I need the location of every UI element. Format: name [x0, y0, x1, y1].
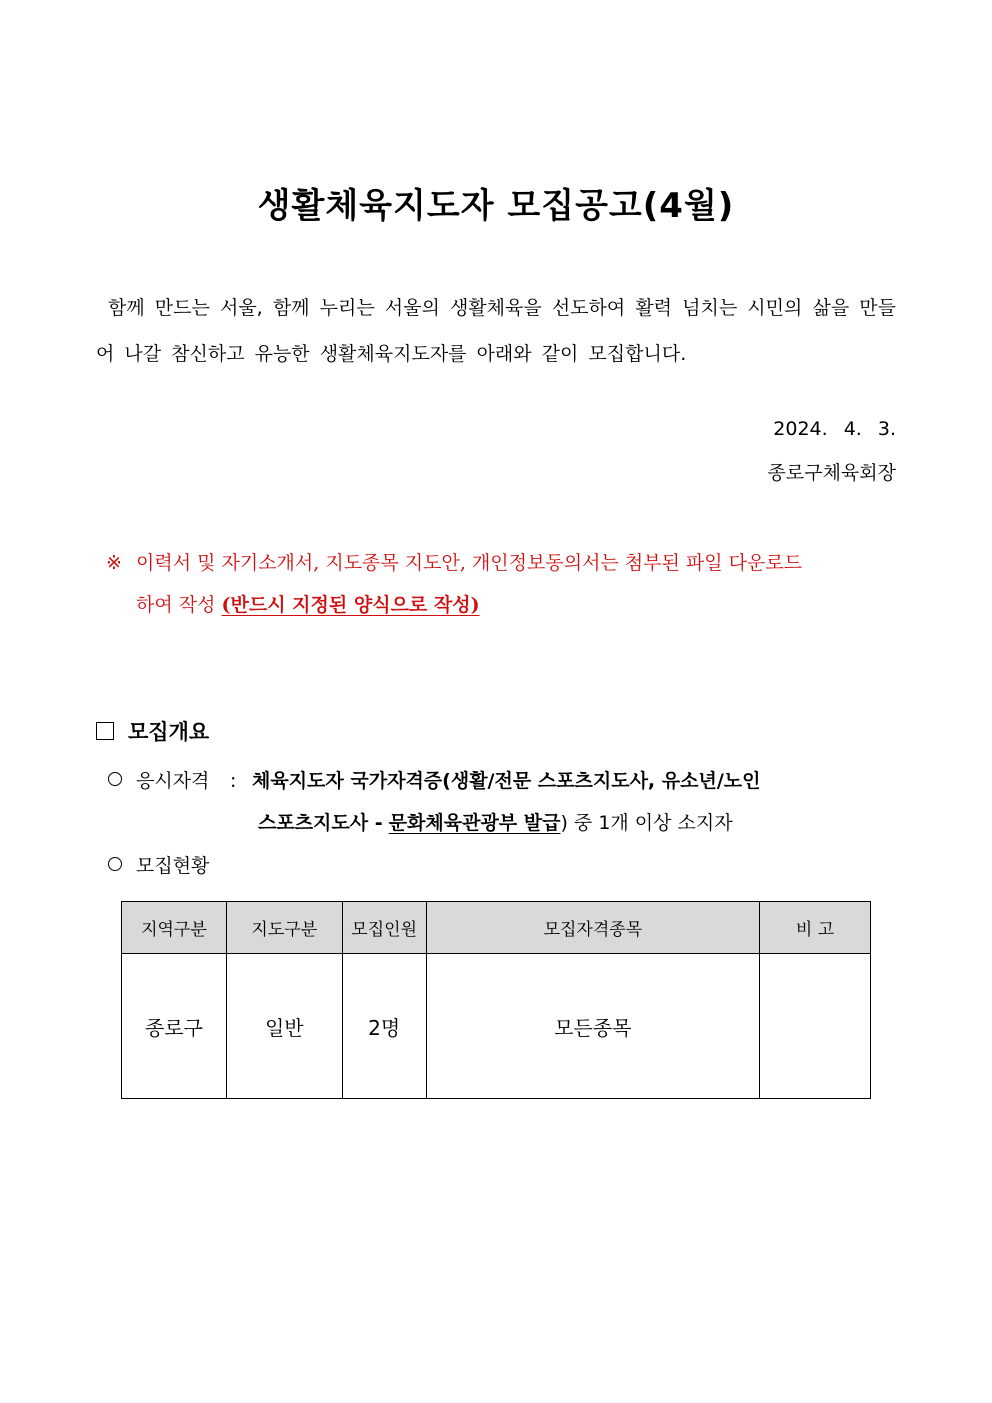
cell-remarks	[760, 954, 871, 1099]
header-region: 지역구분	[122, 902, 227, 954]
qualification-text: 체육지도자 국가자격증(생활/전문 스포츠지도사, 유소년/노인	[252, 770, 761, 792]
qualification-block	[108, 760, 908, 844]
status-label: 모집현황	[136, 855, 210, 877]
qualification-line-2	[108, 802, 908, 844]
recruitment-table	[121, 901, 871, 1099]
circle-bullet-icon	[108, 772, 122, 786]
issuing-authority: 문화체육관광부 발급	[388, 812, 561, 834]
table-header-row	[122, 902, 871, 954]
notice-text-1: 이력서 및 자기소개서, 지도종목 지도안, 개인정보동의서는 첨부된 파일 다운로드	[136, 552, 803, 574]
intro-line-1: 함께 만드는 서울, 함께 누리는 서울의 생활체육을 선도하여 활력 넘치는 시민의	[108, 297, 803, 319]
reference-mark-icon: ※	[106, 552, 122, 574]
qualification-line-1	[108, 760, 908, 802]
notice-line-2	[106, 584, 896, 626]
section-heading	[96, 716, 209, 746]
notice-block	[106, 542, 896, 626]
intro-paragraph	[96, 285, 896, 377]
cell-headcount: 2명	[342, 954, 426, 1099]
organization-name: 종로구체육회장	[767, 462, 896, 484]
announcement-date: 2024. 4. 3.	[773, 418, 896, 440]
intro-line-2: 삶을 만들어 나갈 참신하고 유능한 생활체육지도자를 아래와 같이 모집합니다.	[96, 297, 897, 365]
header-headcount: 모집인원	[342, 902, 426, 954]
status-heading	[108, 845, 209, 887]
header-sport: 모집자격종목	[426, 902, 760, 954]
header-guidance-type: 지도구분	[226, 902, 342, 954]
square-bullet-icon	[96, 722, 114, 740]
notice-emphasis: (반드시 지정된 양식으로 작성)	[221, 594, 480, 616]
circle-bullet-icon	[108, 857, 122, 871]
qualification-label: 응시자격	[136, 770, 210, 792]
qualification-text-3: ) 중 1개 이상 소지자	[560, 812, 733, 834]
qualification-text-2: 스포츠지도사 -	[258, 812, 383, 834]
cell-sport: 모든종목	[426, 954, 760, 1099]
notice-text-2: 하여 작성	[136, 594, 216, 616]
page-title: 생활체육지도자 모집공고(4월)	[257, 186, 735, 226]
cell-region: 종로구	[122, 954, 227, 1099]
header-remarks: 비 고	[760, 902, 871, 954]
notice-line-1	[106, 542, 896, 584]
table-row	[122, 954, 871, 1099]
qualification-colon: :	[230, 770, 237, 792]
section-heading-text: 모집개요	[128, 720, 210, 744]
cell-guidance-type: 일반	[226, 954, 342, 1099]
